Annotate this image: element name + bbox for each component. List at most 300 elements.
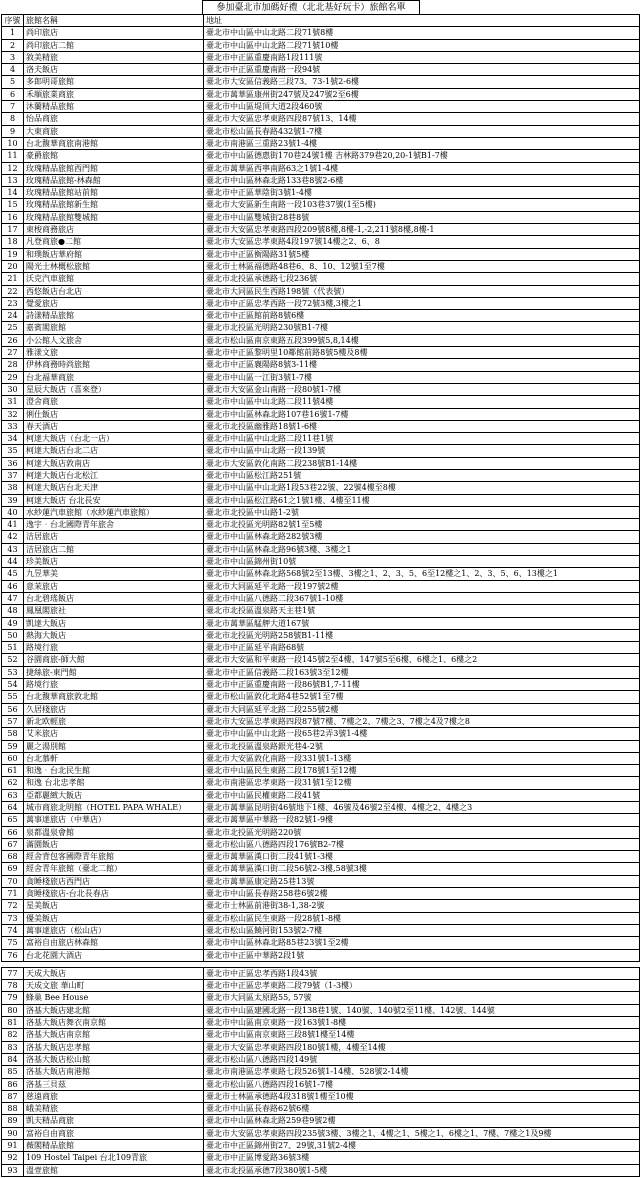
hotel-address: 臺北市北投區承德7段380號1-5樓 <box>204 1164 640 1176</box>
row-number: 90 <box>2 1127 24 1139</box>
hotel-address: 臺北市中山區中山北路二段11巷1號 <box>204 433 640 445</box>
hotel-address: 臺北市大安區金山南路一段80號1-7樓 <box>204 383 640 395</box>
hotel-name: 洛基大飯店南港館 <box>24 1066 204 1078</box>
table-row <box>2 992 640 1004</box>
hotel-name: 多郎明哥旅館 <box>24 76 204 88</box>
row-number: 66 <box>2 826 24 838</box>
hotel-name: 洛基三貝茲 <box>24 1078 204 1090</box>
hotel-name: 玫瑰精品旅館西門館 <box>24 162 204 174</box>
row-number: 25 <box>2 322 24 334</box>
row-number: 4 <box>2 64 24 76</box>
hotel-name: 台北馥華商旅南港館 <box>24 137 204 149</box>
table-row <box>2 629 640 641</box>
row-number: 45 <box>2 568 24 580</box>
hotel-address: 臺北市大安區忠孝東路四段87號13、14樓 <box>204 113 640 125</box>
hotel-address: 臺北市中山區民權東路二段41號 <box>204 789 640 801</box>
hotel-name: 玫瑰精品旅館雙城館 <box>24 211 204 223</box>
hotel-address: 臺北市中山區林森北路85巷23號1至2樓 <box>204 937 640 949</box>
table-row <box>2 592 640 604</box>
row-number: 51 <box>2 642 24 654</box>
hotel-name: 路境行旅 <box>24 642 204 654</box>
hotel-name: 大東商旅 <box>24 125 204 137</box>
hotel-name: 新北欧輕旅 <box>24 715 204 727</box>
hotel-address: 臺北市中正區博愛路36號3樓 <box>204 1152 640 1164</box>
hotel-address: 臺北市萬華區中華路一段82號1-9樓 <box>204 814 640 826</box>
hotel-address: 臺北市松山區饒河街153號2-7樓 <box>204 924 640 936</box>
hotel-address: 臺北市中正區華陰街3號1-4樓 <box>204 187 640 199</box>
hotel-name: 玫瑰精品旅館站前館 <box>24 187 204 199</box>
hotel-address: 臺北市中山區中山北路1段53巷22號、22號4樓至8樓 <box>204 482 640 494</box>
row-number: 36 <box>2 457 24 469</box>
hotel-address: 臺北市大安區忠孝東路四段235號3樓、3樓之1、4樓之1、5樓之1、6樓之1、7樓、7樓之1及9樓 <box>204 1127 640 1139</box>
hotel-address: 臺北市北投區光明路230號B1-7樓 <box>204 322 640 334</box>
hotel-name: 洛基大飯店忠孝館 <box>24 1041 204 1053</box>
table-row <box>2 1090 640 1102</box>
hotel-name: 禾順旅業商旅 <box>24 88 204 100</box>
hotel-address: 臺北市中正區重慶南路一段94號 <box>204 64 640 76</box>
row-number: 87 <box>2 1090 24 1102</box>
row-number: 32 <box>2 408 24 420</box>
hotel-address: 臺北市中山區林森北路568號2至13樓、3樓之1、2、3、5、6至12樓之1、2、3、5、6、13樓之1 <box>204 568 640 580</box>
row-number: 82 <box>2 1029 24 1041</box>
hotel-address: 臺北市中山區錦州街10號 <box>204 556 640 568</box>
table-row <box>2 937 640 949</box>
table-row <box>2 802 640 814</box>
table-header-row <box>2 15 640 27</box>
hotel-name: 天成大飯店 <box>24 967 204 979</box>
row-number: 59 <box>2 740 24 752</box>
row-number: 42 <box>2 531 24 543</box>
hotel-address: 臺北市松山區八德路四段149號 <box>204 1053 640 1065</box>
row-number: 21 <box>2 273 24 285</box>
row-number: 80 <box>2 1004 24 1016</box>
hotel-name: 洛基大飯店建北館 <box>24 1004 204 1016</box>
table-row <box>2 150 640 162</box>
row-number: 49 <box>2 617 24 629</box>
row-number: 7 <box>2 101 24 113</box>
table-row <box>2 666 640 678</box>
hotel-address: 臺北市士林區福德路48巷6、8、10、12號1至7樓 <box>204 260 640 272</box>
hotel-name: 柯達大飯店（台北一店） <box>24 433 204 445</box>
hotel-name: 九昱華美 <box>24 568 204 580</box>
table-row <box>2 1004 640 1016</box>
hotel-name: 尚印旅店二館 <box>24 39 204 51</box>
hotel-address: 臺北市北投區光明路220號 <box>204 826 640 838</box>
row-number: 30 <box>2 383 24 395</box>
hotel-address: 臺北市中正區忠孝東路二段79號（1-3樓） <box>204 980 640 992</box>
hotel-address: 臺北市大安區信義路三段73、73-1號2-6樓 <box>204 76 640 88</box>
table-row <box>2 654 640 666</box>
table-row <box>2 445 640 457</box>
hotel-name: 和璞飯店華府館 <box>24 248 204 260</box>
row-number: 18 <box>2 236 24 248</box>
table-row <box>2 642 640 654</box>
table-row <box>2 27 640 39</box>
hotel-name: 西悠飯店台北店 <box>24 285 204 297</box>
hotel-name: 柯達大飯店 台北長安 <box>24 494 204 506</box>
table-row <box>2 826 640 838</box>
row-number: 56 <box>2 703 24 715</box>
hotel-address: 臺北市中山區中山北路二段71號10樓 <box>204 39 640 51</box>
table-row <box>2 875 640 887</box>
row-number: 55 <box>2 691 24 703</box>
hotel-name: 凡登商旅●二館 <box>24 236 204 248</box>
table-row <box>2 740 640 752</box>
hotel-address: 臺北市中正區重慶南路1段111號 <box>204 51 640 63</box>
row-number: 68 <box>2 851 24 863</box>
hotel-name: 天成文旅 華山町 <box>24 980 204 992</box>
hotel-name: 洛基大飯店舞衣南京館 <box>24 1017 204 1029</box>
table-row <box>2 113 640 125</box>
table-row <box>2 556 640 568</box>
hotel-address: 臺北市中正區重慶南路一段86號B1,7-11樓 <box>204 679 640 691</box>
row-number: 34 <box>2 433 24 445</box>
table-row <box>2 580 640 592</box>
hotel-name: 逸宇‧台北國際青年旅舍 <box>24 519 204 531</box>
hotel-address: 臺北市大安區新生南路一段103巷37號(1至5樓) <box>204 199 640 211</box>
row-number: 83 <box>2 1041 24 1053</box>
hotel-name: 經舍青年旅館（臺北二館） <box>24 863 204 875</box>
hotel-name: 滿園飯店 <box>24 838 204 850</box>
table-row <box>2 1017 640 1029</box>
hotel-address: 臺北市萬華區漢口街二段41號1-3樓 <box>204 851 640 863</box>
hotel-name: 洛夫飯店 <box>24 64 204 76</box>
hotel-name: 台北碧瑤飯店 <box>24 592 204 604</box>
table-row <box>2 924 640 936</box>
hotel-name: 和逸‧台北民生館 <box>24 765 204 777</box>
table-row <box>2 310 640 322</box>
table-row <box>2 162 640 174</box>
hotel-address: 臺北市中山區民生東路二段178號1至12樓 <box>204 765 640 777</box>
table-row <box>2 568 640 580</box>
row-number: 46 <box>2 580 24 592</box>
row-number: 9 <box>2 125 24 137</box>
row-number: 15 <box>2 199 24 211</box>
hotel-address: 臺北市中山區一江街3號1-7樓 <box>204 371 640 383</box>
hotel-name: 麗之湯別館 <box>24 740 204 752</box>
row-number: 13 <box>2 174 24 186</box>
row-number: 37 <box>2 469 24 481</box>
hotel-address: 臺北市大同區民生西路198號（代表號） <box>204 285 640 297</box>
table-row <box>2 39 640 51</box>
table-row <box>2 863 640 875</box>
hotel-name: 玫瑰精品旅館-林森館 <box>24 174 204 186</box>
row-number: 71 <box>2 888 24 900</box>
hotel-name: 鳳凰閣旅社 <box>24 605 204 617</box>
hotel-address: 臺北市萬華區漢口街二段56號2-3樓,58號3樓 <box>204 863 640 875</box>
row-number: 57 <box>2 715 24 727</box>
row-number: 50 <box>2 629 24 641</box>
hotel-address: 臺北市中正區襄陽路8號3-11樓 <box>204 359 640 371</box>
hotel-address: 臺北市中山區南京東路三段8號1樓至14樓 <box>204 1029 640 1041</box>
hotel-name: 珍美飯店 <box>24 556 204 568</box>
row-number: 47 <box>2 592 24 604</box>
hotel-address: 臺北市南港區三重路23號1-4樓 <box>204 137 640 149</box>
row-number: 38 <box>2 482 24 494</box>
table-row <box>2 888 640 900</box>
hotel-address: 臺北市萬華區康州街247號及247號2至6樓 <box>204 88 640 100</box>
table-row <box>2 457 640 469</box>
header-no: 序號 <box>2 15 24 27</box>
table-row <box>2 433 640 445</box>
row-number: 62 <box>2 777 24 789</box>
table-row <box>2 420 640 432</box>
hotel-name: 台北馥華商旅敦北館 <box>24 691 204 703</box>
table-row <box>2 248 640 260</box>
hotel-address: 臺北市中山區林森北路107巷16號1-7樓 <box>204 408 640 420</box>
row-number: 48 <box>2 605 24 617</box>
table-row <box>2 64 640 76</box>
row-number: 88 <box>2 1103 24 1115</box>
hotel-address: 臺北市北投區中山路1-2號 <box>204 506 640 518</box>
row-number: 8 <box>2 113 24 125</box>
table-row <box>2 211 640 223</box>
hotel-name: 雅漾文旅 <box>24 347 204 359</box>
hotel-address: 臺北市北投區溫泉路天主巷1號 <box>204 605 640 617</box>
row-number: 16 <box>2 211 24 223</box>
hotel-name: 嘉賓閣旅館 <box>24 322 204 334</box>
hotel-name: 熱海大飯店 <box>24 629 204 641</box>
table-row <box>2 543 640 555</box>
row-number: 58 <box>2 728 24 740</box>
table-row <box>2 199 640 211</box>
table-row <box>2 101 640 113</box>
row-number: 60 <box>2 752 24 764</box>
hotel-address: 臺北市南港區忠孝東路七段526號1-14樓、528號2-14樓 <box>204 1066 640 1078</box>
row-number: 84 <box>2 1053 24 1065</box>
hotel-name: 伊林商務時尚旅館 <box>24 359 204 371</box>
table-row <box>2 396 640 408</box>
table-row <box>2 137 640 149</box>
hotel-name: 谷園商旅-師大館 <box>24 654 204 666</box>
row-number: 40 <box>2 506 24 518</box>
table-row <box>2 691 640 703</box>
table-row <box>2 1115 640 1127</box>
table-row <box>2 900 640 912</box>
table-row <box>2 765 640 777</box>
table-row <box>2 174 640 186</box>
hotel-address: 臺北市大安區忠孝東路四段87號7樓、7樓之2、7樓之3、7樓之4及7樓之8 <box>204 715 640 727</box>
hotel-address: 臺北市中正區黎明里10鄰館前路8號5樓及8樓 <box>204 347 640 359</box>
header-name: 旅館名稱 <box>24 15 204 27</box>
row-number: 86 <box>2 1078 24 1090</box>
row-number: 2 <box>2 39 24 51</box>
table-row <box>2 334 640 346</box>
hotel-name: 柯達大飯店台北天津 <box>24 482 204 494</box>
hotel-name: 凱夫精品商旅 <box>24 1115 204 1127</box>
row-number: 52 <box>2 654 24 666</box>
row-number: 79 <box>2 992 24 1004</box>
table-row <box>2 777 640 789</box>
table-row <box>2 1152 640 1164</box>
hotel-name: 109 Hostel Taipei 台北109青旅 <box>24 1152 204 1164</box>
table-row <box>2 1029 640 1041</box>
row-number: 10 <box>2 137 24 149</box>
table-row <box>2 260 640 272</box>
hotel-address: 臺北市士林區前港街38-1,38-2號 <box>204 900 640 912</box>
row-number: 63 <box>2 789 24 801</box>
table-row <box>2 912 640 924</box>
table-row <box>2 322 640 334</box>
hotel-name: 台北花園大酒店 <box>24 949 204 961</box>
hotel-address: 臺北市中山區中山北路一段65巷2弄3號1-4樓 <box>204 728 640 740</box>
hotel-address: 臺北市松山區八德路四段16號1-7樓 <box>204 1078 640 1090</box>
row-number: 54 <box>2 679 24 691</box>
row-number: 93 <box>2 1164 24 1176</box>
hotel-name: 經舍背包客國際青年旅館 <box>24 851 204 863</box>
table-row <box>2 88 640 100</box>
table-row <box>2 1103 640 1115</box>
hotel-address: 臺北市南港區忠孝東路一段31號1至12樓 <box>204 777 640 789</box>
row-number: 61 <box>2 765 24 777</box>
table-row <box>2 605 640 617</box>
hotel-address: 臺北市中山區建國北路一段138巷1號、140號、140號2至11樓、142號、144號 <box>204 1004 640 1016</box>
hotel-name: 貪睡棧旅店西門店 <box>24 875 204 887</box>
hotel-name: 陽光士林概松旅館 <box>24 260 204 272</box>
hotel-address: 臺北市松山區長春路432號1-7樓 <box>204 125 640 137</box>
hotel-address: 臺北市中正區衡陽路31號5樓 <box>204 248 640 260</box>
row-number: 89 <box>2 1115 24 1127</box>
hotel-name: 洁居旅店 <box>24 531 204 543</box>
table-row <box>2 125 640 137</box>
hotel-address: 臺北市大安區忠孝東路4段197號14樓之2、6、8 <box>204 236 640 248</box>
row-number: 41 <box>2 519 24 531</box>
hotel-name: 星辰大飯店（喜來登） <box>24 383 204 395</box>
hotel-name: 捷絲旅-東門館 <box>24 666 204 678</box>
table-row <box>2 273 640 285</box>
hotel-address: 臺北市中山區堤頂大道2段460號 <box>204 101 640 113</box>
table-row <box>2 494 640 506</box>
table-row <box>2 519 640 531</box>
row-number: 31 <box>2 396 24 408</box>
hotel-address: 臺北市北投區承德路七段236號 <box>204 273 640 285</box>
hotel-name: 城市商旅北明館（HOTEL PAPA WHALE） <box>24 802 204 814</box>
row-number: 3 <box>2 51 24 63</box>
hotel-name: 覺愛旅店 <box>24 297 204 309</box>
hotel-address: 臺北市中山區松江路251號 <box>204 469 640 481</box>
hotel-table <box>1 14 640 1177</box>
hotel-name: 柯達大飯店台北松江 <box>24 469 204 481</box>
hotel-name: 凱達大飯店 <box>24 617 204 629</box>
row-number: 74 <box>2 924 24 936</box>
table-row <box>2 506 640 518</box>
table-row <box>2 1078 640 1090</box>
row-number: 14 <box>2 187 24 199</box>
table-row <box>2 949 640 961</box>
hotel-address: 臺北市萬華區昆明街46號地下1樓、46號及46號2至4樓、4樓之2、4樓之3 <box>204 802 640 814</box>
hotel-address: 臺北市中正區錦州街27、29號,31號2-4樓 <box>204 1140 640 1152</box>
row-number: 33 <box>2 420 24 432</box>
row-number: 28 <box>2 359 24 371</box>
row-number: 64 <box>2 802 24 814</box>
hotel-name: 富裕自由商旅 <box>24 1127 204 1139</box>
table-row <box>2 297 640 309</box>
hotel-name: 溫壹旅館 <box>24 1164 204 1176</box>
table-row <box>2 980 640 992</box>
table-row <box>2 408 640 420</box>
row-number: 26 <box>2 334 24 346</box>
hotel-name: 洁居旅店二館 <box>24 543 204 555</box>
hotel-address: 臺北市中山區南京東路一段163號1-8樓 <box>204 1017 640 1029</box>
hotel-name: 台北慕軒 <box>24 752 204 764</box>
row-number: 91 <box>2 1140 24 1152</box>
hotel-address: 臺北市北投區溫泉路銀光巷4-2號 <box>204 740 640 752</box>
table-row <box>2 224 640 236</box>
row-number: 29 <box>2 371 24 383</box>
hotel-name: 意茉旅店 <box>24 580 204 592</box>
hotel-address: 臺北市中山區中山北路二段11號4樓 <box>204 396 640 408</box>
row-number: 53 <box>2 666 24 678</box>
hotel-name: 久居棧旅店 <box>24 703 204 715</box>
hotel-address: 臺北市中正區信義路二段163號3至12樓 <box>204 666 640 678</box>
table-row <box>2 1140 640 1152</box>
row-number: 70 <box>2 875 24 887</box>
table-row <box>2 482 640 494</box>
hotel-address: 臺北市中山區中山北路一段139號 <box>204 445 640 457</box>
hotel-name: 敘美精旅 <box>24 51 204 63</box>
row-number: 72 <box>2 900 24 912</box>
hotel-address: 臺北市北投區光明路258號B1-11樓 <box>204 629 640 641</box>
hotel-name: 萬事達旅店（中華店） <box>24 814 204 826</box>
table-row <box>2 383 640 395</box>
hotel-address: 臺北市中正區延平南路68號 <box>204 642 640 654</box>
table-row <box>2 51 640 63</box>
table-row <box>2 617 640 629</box>
table-row <box>2 703 640 715</box>
hotel-name: 春天酒店 <box>24 420 204 432</box>
hotel-address: 臺北市中山區林森北路133巷8號2-6樓 <box>204 174 640 186</box>
table-row <box>2 715 640 727</box>
hotel-name: 路境行旅 <box>24 679 204 691</box>
row-number: 22 <box>2 285 24 297</box>
row-number: 43 <box>2 543 24 555</box>
hotel-address: 臺北市北投區光明路82號1至5樓 <box>204 519 640 531</box>
table-row <box>2 1053 640 1065</box>
row-number: 1 <box>2 27 24 39</box>
hotel-name: 台北福華商旅 <box>24 371 204 383</box>
table-row <box>2 789 640 801</box>
table-row <box>2 1127 640 1139</box>
hotel-name: 星美飯店 <box>24 900 204 912</box>
hotel-address: 臺北市大安區敦化南路二段238號B1-14樓 <box>204 457 640 469</box>
hotel-address: 臺北市中山區林森北路282號3樓 <box>204 531 640 543</box>
table-row <box>2 838 640 850</box>
hotel-address: 臺北市中正區忠孝西路一段72號3樓,3樓之1 <box>204 297 640 309</box>
hotel-name: 洛基大飯店南京館 <box>24 1029 204 1041</box>
hotel-address: 臺北市大同區太原路55, 57號 <box>204 992 640 1004</box>
document-title: 參加臺北市加碼好禮（北北基好玩卡）旅館名單 <box>202 0 420 14</box>
row-number: 73 <box>2 912 24 924</box>
hotel-address: 臺北市士林區承德路4段318號1樓至10樓 <box>204 1090 640 1102</box>
hotel-address: 臺北市北投區幽雅路18號1-6樓 <box>204 420 640 432</box>
row-number: 17 <box>2 224 24 236</box>
hotel-name: 柯達大飯店敦南店 <box>24 457 204 469</box>
hotel-address: 臺北市中正區忠孝西路1段43號 <box>204 967 640 979</box>
row-number: 24 <box>2 310 24 322</box>
table-row <box>2 469 640 481</box>
hotel-name: 怡品商旅 <box>24 113 204 125</box>
hotel-name: 優美飯店 <box>24 912 204 924</box>
hotel-name: 柯達大飯店台北二店 <box>24 445 204 457</box>
row-number: 35 <box>2 445 24 457</box>
hotel-address: 臺北市大安區和平東路一段145號2至4樓、147號5至6樓、6樓之1、6樓之2 <box>204 654 640 666</box>
hotel-name: 峨美精旅 <box>24 1103 204 1115</box>
table-body <box>2 27 640 1177</box>
table-row <box>2 347 640 359</box>
row-number: 76 <box>2 949 24 961</box>
hotel-name: 貪睡棧旅店-台北長春店 <box>24 888 204 900</box>
hotel-address: 臺北市萬華區西寧南路63之1號1-4樓 <box>204 162 640 174</box>
